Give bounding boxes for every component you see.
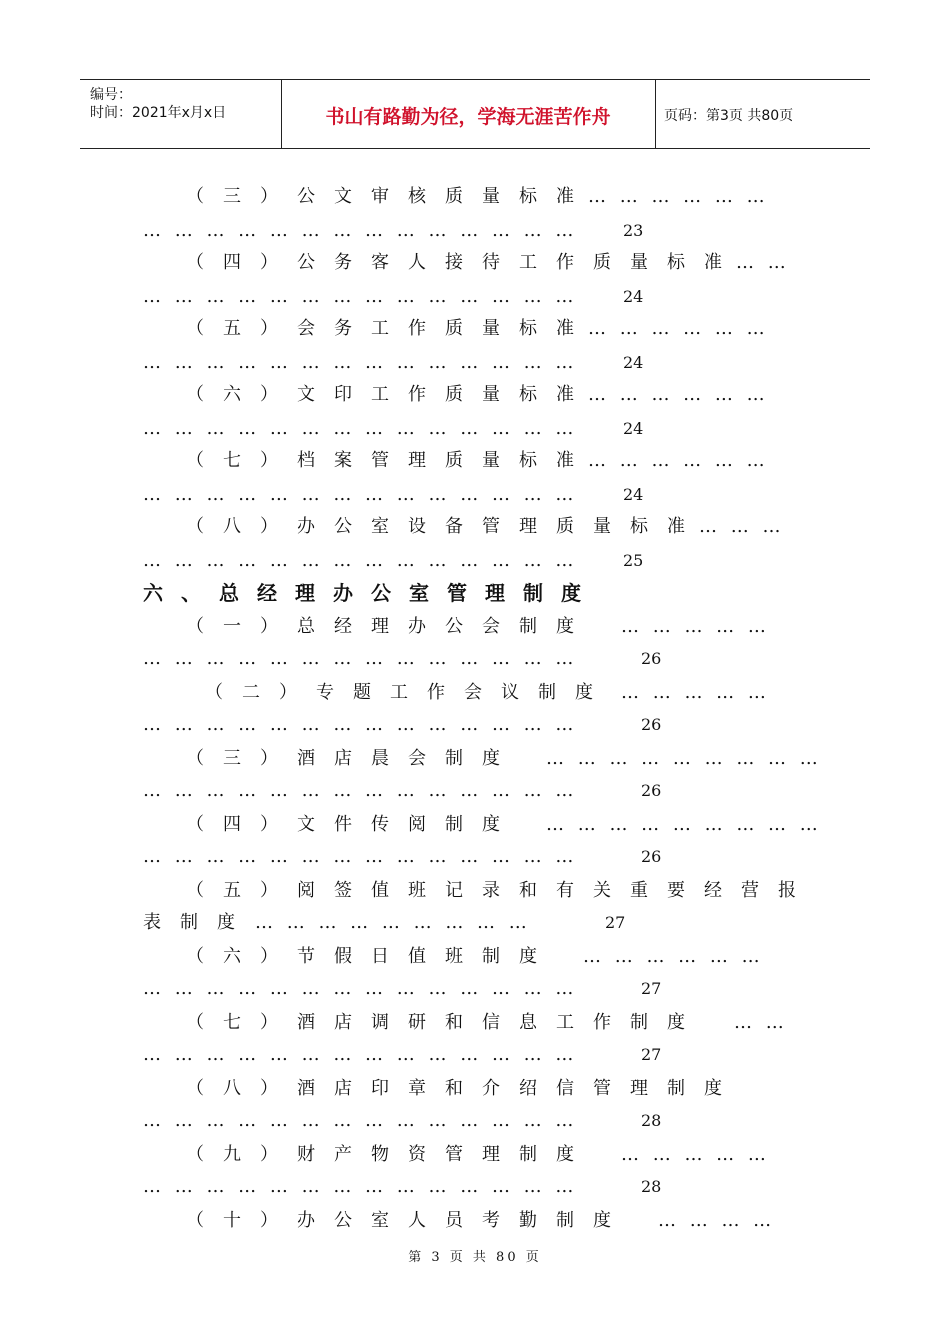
toc-leader-dots: … … … … … … … … … … … … … … [143, 1176, 578, 1197]
toc-page-number: 23 [623, 221, 644, 240]
toc-leader-dots: … … … … … … [588, 186, 769, 207]
toc-page-number: 26 [641, 649, 662, 668]
toc-entry-continuation [0, 912, 950, 942]
toc-entry[interactable] [0, 384, 950, 414]
toc-leader-dots: … … … … … … … … … … … … … … [143, 286, 578, 307]
toc-entry[interactable] [0, 1012, 950, 1042]
toc-entry-continuation [0, 780, 950, 810]
toc-entry-label: （八）酒店印章和介绍信管理制度 [186, 1078, 741, 1099]
toc-leader-dots: … … … … … … … … … [546, 814, 822, 835]
toc-entry[interactable] [0, 318, 950, 348]
toc-entry-continuation [0, 1176, 950, 1206]
toc-entry-label: （五）会务工作质量标准 [186, 318, 593, 339]
toc-page-number: 28 [641, 1177, 662, 1196]
toc-entry[interactable] [0, 616, 950, 646]
toc-leader-dots: … … … [699, 516, 785, 537]
toc-page-number: 26 [641, 715, 662, 734]
toc-page-number: 28 [641, 1111, 662, 1130]
toc-entry-label: （四）公务客人接待工作质量标准 [186, 252, 741, 273]
toc-entry[interactable] [0, 880, 950, 910]
toc-entry-continuation [0, 846, 950, 876]
toc-leader-dots: … … … … … … … … … … … … … … [143, 1044, 578, 1065]
page-footer: 第 3 页 共 80 页 [408, 1250, 542, 1265]
toc-leader-dots: … … … … … … … … … … … … … … [143, 714, 578, 735]
document-time-label: 时间：2021年x月x日 [90, 105, 227, 121]
toc-leader-dots: … … … … … … … … … … … … … … [143, 1110, 578, 1131]
toc-entry[interactable] [0, 814, 950, 844]
toc-entry-continuation [0, 220, 950, 250]
toc-section-heading[interactable] [0, 582, 950, 612]
toc-entry[interactable] [0, 516, 950, 546]
toc-entry-continuation [0, 352, 950, 382]
toc-entry[interactable] [0, 252, 950, 282]
toc-entry-label: （一）总经理办公会制度 [186, 616, 593, 637]
toc-leader-dots: … … … … … [621, 616, 770, 637]
toc-entry-label: （六）节假日值班制度 [186, 946, 556, 967]
toc-page-number: 24 [623, 485, 644, 504]
toc-leader-dots: … … … … … … … … … [546, 748, 822, 769]
header-motto: 书山有路勤为径，学海无涯苦作舟 [325, 106, 611, 128]
toc-entry[interactable] [0, 1078, 950, 1108]
toc-leader-dots: … … … … … … … … … … … … … … [143, 484, 578, 505]
toc-entry[interactable] [0, 1144, 950, 1174]
toc-leader-dots: … … … … … … … … … … … … … … [143, 780, 578, 801]
toc-page-number: 26 [641, 781, 662, 800]
toc-leader-dots: … … [736, 252, 790, 273]
toc-entry-continuation [0, 648, 950, 678]
toc-entry-continuation [0, 978, 950, 1008]
toc-page-number: 26 [641, 847, 662, 866]
toc-entry[interactable] [0, 682, 950, 712]
toc-entry-continuation [0, 418, 950, 448]
toc-entry-continuation [0, 1110, 950, 1140]
toc-leader-dots: … … … … … … [588, 318, 769, 339]
toc-entry-continuation [0, 286, 950, 316]
toc-entry[interactable] [0, 748, 950, 778]
section-title: 六、总经理办公室管理制度 [143, 581, 599, 605]
toc-page-number: 27 [641, 979, 662, 998]
toc-leader-dots: … … … … … … [588, 450, 769, 471]
header-motto-cell [281, 80, 656, 148]
header-page-cell [656, 80, 870, 148]
toc-entry-label: （二）专题工作会议制度 [205, 682, 612, 703]
toc-leader-dots: … … … … … … … … … … … … … … [143, 648, 578, 669]
toc-leader-dots: … … … … … … … … … … … … … … [143, 978, 578, 999]
header-meta-cell [80, 80, 282, 148]
toc-page-number: 27 [641, 1045, 662, 1064]
toc-leader-dots: … … … … … … … … … … … … … … [143, 352, 578, 373]
toc-leader-dots: … … … … … … [588, 384, 769, 405]
document-number-label: 编号： [90, 87, 132, 103]
toc-entry-continuation [0, 550, 950, 580]
toc-entry-label: （六）文印工作质量标准 [186, 384, 593, 405]
toc-leader-dots: … … … … … … … … … [255, 912, 531, 933]
page-header [80, 79, 870, 149]
toc-entry-label: （七）档案管理质量标准 [186, 450, 593, 471]
toc-page-number: 24 [623, 353, 644, 372]
toc-leader-dots: … … … … [658, 1210, 776, 1231]
toc-entry-continuation [0, 484, 950, 514]
header-page-info: 页码：第3页 共80页 [664, 108, 794, 124]
toc-entry[interactable] [0, 450, 950, 480]
toc-entry-continuation [0, 1044, 950, 1074]
toc-entry-label: （十）办公室人员考勤制度 [186, 1210, 630, 1231]
toc-entry-label: （八）办公室设备管理质量标准 [186, 516, 704, 537]
toc-entry-label: （三）公文审核质量标准 [186, 186, 593, 207]
toc-entry-label: （三）酒店晨会制度 [186, 748, 519, 769]
toc-page-number: 24 [623, 287, 644, 306]
toc-leader-dots: … … … … … [621, 1144, 770, 1165]
toc-page-number: 25 [623, 551, 644, 570]
toc-leader-dots: … … … … … [621, 682, 770, 703]
toc-entry[interactable] [0, 946, 950, 976]
toc-entry-label: （五）阅签值班记录和有关重要经营报 [186, 880, 815, 901]
toc-page-number: 27 [605, 913, 626, 932]
toc-entry[interactable] [0, 1210, 950, 1240]
toc-entry-label: （九）财产物资管理制度 [186, 1144, 593, 1165]
toc-leader-dots: … … … … … … … … … … … … … … [143, 846, 578, 867]
toc-leader-dots: … … … … … … [583, 946, 764, 967]
toc-entry[interactable] [0, 186, 950, 216]
toc-entry-label-continued: 表制度 [143, 912, 254, 933]
toc-page-number: 24 [623, 419, 644, 438]
toc-leader-dots: … … [734, 1012, 788, 1033]
toc-entry-label: （四）文件传阅制度 [186, 814, 519, 835]
toc-leader-dots: … … … … … … … … … … … … … … [143, 418, 578, 439]
toc-leader-dots: … … … … … … … … … … … … … … [143, 550, 578, 571]
toc-leader-dots: … … … … … … … … … … … … … … [143, 220, 578, 241]
toc-entry-label: （七）酒店调研和信息工作制度 [186, 1012, 704, 1033]
toc-entry-continuation [0, 714, 950, 744]
